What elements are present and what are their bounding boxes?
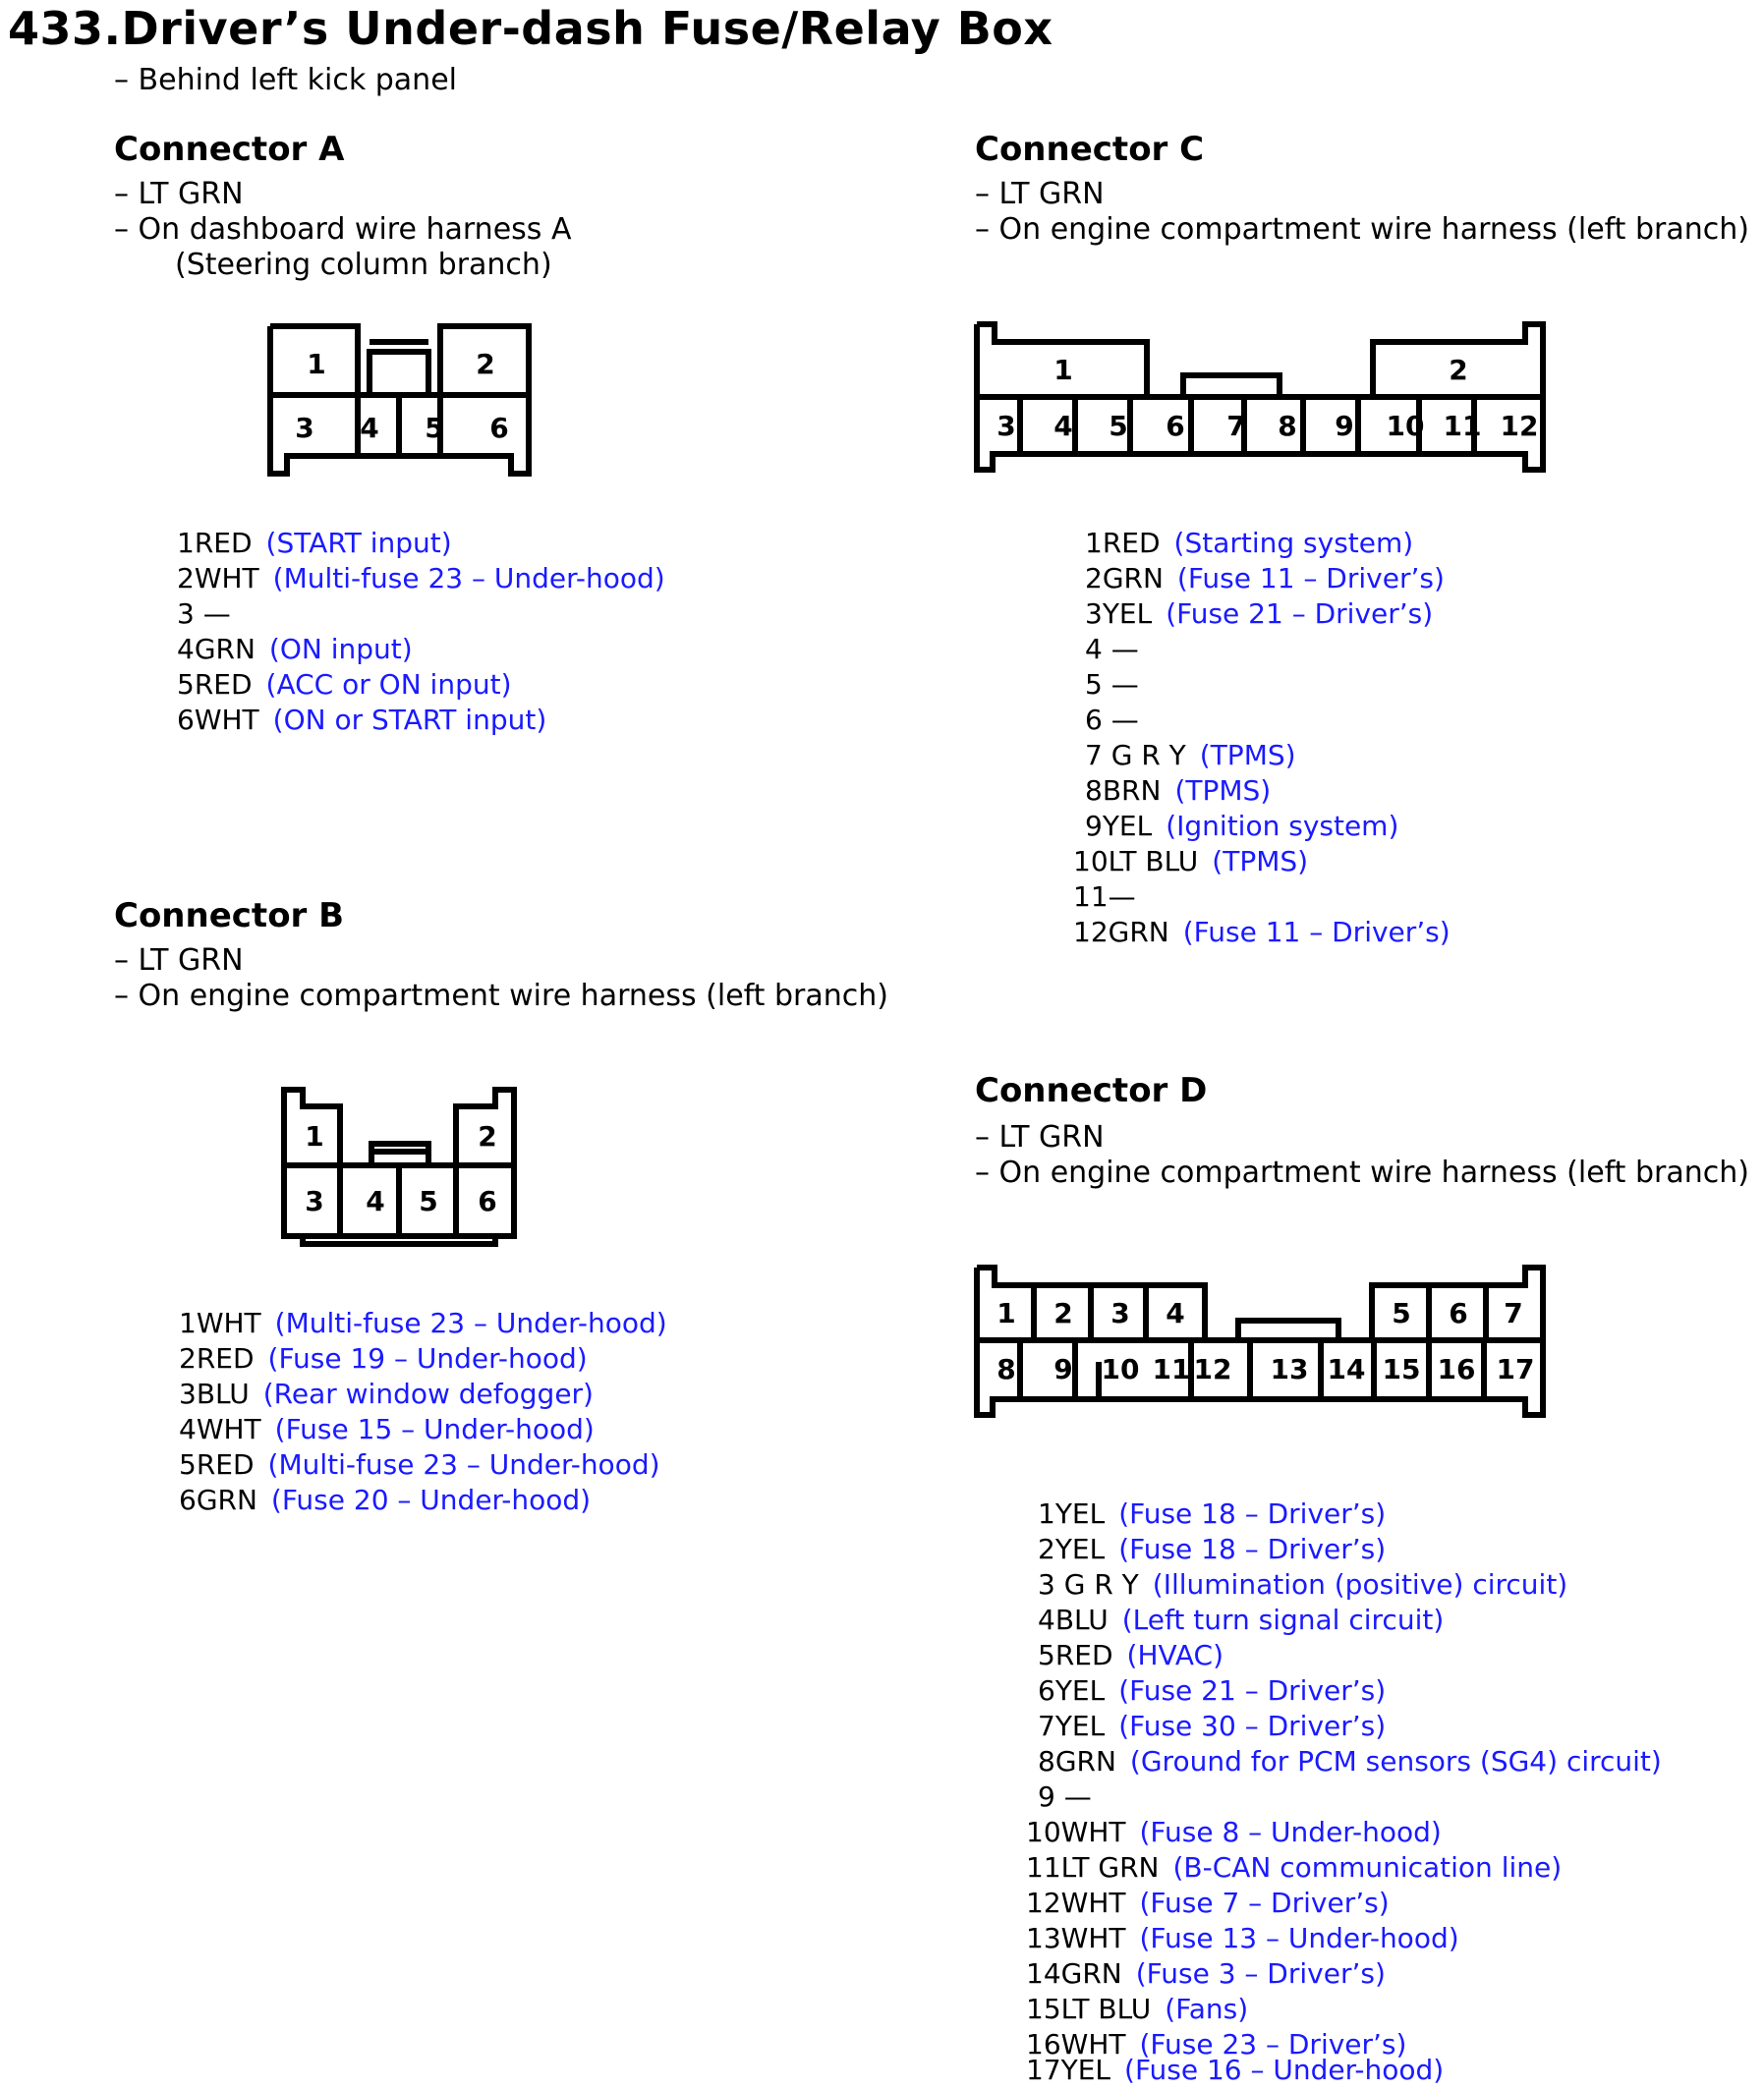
pin-desc: (Fuse 11 – Driver’s) [1176,562,1445,594]
connector-a-harness: – On dashboard wire harness A [114,212,572,247]
pin-desc: (Starting system) [1173,527,1414,559]
pin-desc: (TPMS) [1174,774,1272,807]
cavity-label: 3 [996,410,1016,442]
pin-id: 2WHT [177,562,259,594]
pin-row [1026,2054,1444,2086]
connector-a-diagram [267,322,538,480]
pin-row [1038,1780,1106,1813]
pin-id: 8BRN [1085,774,1162,807]
pin-desc: (ON or START input) [272,704,547,736]
pin-row [177,633,413,665]
cavity-label: 4 [360,412,379,444]
pin-desc: (Fuse 16 – Under-hood) [1124,2054,1445,2086]
pin-desc: (Fuse 19 – Under-hood) [267,1342,588,1375]
pin-id: 17YEL [1026,2054,1111,2086]
pin-row [1085,633,1153,665]
pin-desc: (Left turn signal circuit) [1121,1604,1445,1636]
cavity-label: 5 [425,412,444,444]
pin-row [179,1378,594,1410]
pin-id: 7 G R Y [1085,739,1186,771]
pin-id: 4 — [1085,633,1139,665]
pin-id: 2RED [179,1342,255,1375]
pin-id: 6YEL [1038,1674,1106,1707]
pin-id: 3BLU [179,1378,250,1410]
pin-id: 10WHT [1026,1816,1126,1848]
pin-desc: (Fuse 3 – Driver’s) [1135,1957,1386,1990]
pin-id: 5RED [179,1448,255,1481]
pin-desc: (TPMS) [1199,739,1296,771]
pin-row [1038,1497,1386,1530]
pin-id: 4GRN [177,633,256,665]
cavity-label: 10 [1386,410,1425,442]
pin-id: 4BLU [1038,1604,1109,1636]
cavity-label: 7 [1226,410,1246,442]
pin-id: 5RED [1038,1639,1113,1671]
cavity-label: 12 [1193,1353,1232,1385]
pin-id: 2YEL [1038,1533,1106,1565]
cavity-label: 7 [1504,1297,1523,1329]
cavity-label: 1 [1053,354,1073,386]
pin-id: 12WHT [1026,1887,1126,1919]
pin-id: 15LT BLU [1026,1993,1152,2025]
cavity-label: 9 [1053,1353,1073,1385]
cavity-label: 6 [1449,1297,1468,1329]
pin-row [1026,1851,1562,1884]
cavity-label: 9 [1335,410,1354,442]
pin-id: 14GRN [1026,1957,1122,1990]
cavity-label: 11 [1443,410,1482,442]
connector-d-harness: – On engine compartment wire harness (left branch) [975,1156,1749,1190]
pin-id: 11LT GRN [1026,1851,1160,1884]
pin-desc: (Multi-fuse 23 – Under-hood) [274,1307,667,1339]
cavity-label: 1 [305,1120,324,1153]
pin-row [1026,1993,1248,2025]
connector-a-branch: (Steering column branch) [175,248,552,282]
pin-row [179,1448,660,1481]
pin-row [179,1413,595,1445]
cavity-label: 13 [1270,1353,1309,1385]
connector-c-color: – LT GRN [975,177,1105,211]
cavity-label: 6 [1166,410,1185,442]
cavity-label: 4 [1166,1297,1185,1329]
pin-desc: (Fuse 23 – Driver’s) [1139,2028,1407,2061]
pin-desc: (Rear window defogger) [262,1378,594,1410]
connector-a-color: – LT GRN [114,177,244,211]
pin-id: 3 — [177,597,231,630]
connector-d-diagramm [973,1264,1553,1427]
pin-desc: (Ground for PCM sensors (SG4) circuit) [1129,1745,1662,1778]
pin-id: 1WHT [179,1307,261,1339]
pin-desc: (Fuse 18 – Driver’s) [1118,1497,1387,1530]
cavity-label: 5 [419,1185,438,1217]
connector-b-heading: Connector B [114,896,345,935]
cavity-label: 8 [1278,410,1297,442]
pin-row [1038,1745,1662,1778]
cavity-label: 2 [1053,1297,1073,1329]
pin-desc: (Fuse 21 – Driver’s) [1166,597,1434,630]
pin-desc: (Multi-fuse 23 – Under-hood) [267,1448,660,1481]
cavity-label: 2 [478,1120,497,1153]
pin-row [1038,1710,1386,1742]
pin-row [1085,774,1271,807]
cavity-label: 8 [996,1353,1016,1385]
pin-row [1038,1674,1386,1707]
cavity-label: 17 [1496,1353,1535,1385]
cavity-label: 1 [307,348,326,380]
pin-id: 1YEL [1038,1497,1106,1530]
pin-desc: (TPMS) [1212,845,1309,877]
cavity-label: 3 [295,412,314,444]
cavity-label: 1 [996,1297,1016,1329]
location-note: – Behind left kick panel [114,63,457,97]
pin-desc: (ON input) [268,633,413,665]
pin-row [1026,1922,1459,1954]
pin-row [179,1342,588,1375]
pin-desc: (Multi-fuse 23 – Under-hood) [272,562,665,594]
pin-row [1038,1568,1567,1601]
pin-id: 9YEL [1085,810,1153,842]
pin-id: 8GRN [1038,1745,1116,1778]
pin-row [1085,597,1433,630]
cavity-label: 5 [1109,410,1128,442]
pin-id: 11— [1073,880,1136,913]
connector-c-harness: – On engine compartment wire harness (left branch) [975,212,1749,247]
pin-row [1026,1887,1390,1919]
pin-row [1085,810,1398,842]
pin-id: 3YEL [1085,597,1153,630]
pin-row [1085,739,1296,771]
pin-row [177,562,665,594]
pin-desc: (Fuse 18 – Driver’s) [1118,1533,1387,1565]
pin-desc: (Fuse 13 – Under-hood) [1139,1922,1459,1954]
pin-id: 7YEL [1038,1710,1106,1742]
pin-id: 5RED [177,668,253,701]
pin-row [177,704,546,736]
cavity-label: 14 [1327,1353,1366,1385]
pin-desc: (Fuse 20 – Under-hood) [270,1484,592,1516]
pin-desc: (ACC or ON input) [265,668,512,701]
pin-row [177,597,245,630]
pin-desc: (Ignition system) [1166,810,1399,842]
pin-desc: (B-CAN communication line) [1172,1851,1563,1884]
pin-row [1038,1604,1444,1636]
cavity-label: 10 [1101,1353,1140,1385]
cavity-label: 3 [1110,1297,1130,1329]
pin-row [1085,527,1413,559]
connector-b-color: – LT GRN [114,943,244,978]
connector-c-heading: Connector C [975,130,1205,169]
cavity-label: 3 [305,1185,324,1217]
pin-id: 5 — [1085,668,1139,701]
connector-c-diagram [973,320,1553,481]
pin-row [179,1484,591,1516]
cavity-label: 6 [478,1185,497,1217]
pin-row [1073,916,1451,948]
pin-desc: (Fans) [1165,1993,1249,2025]
pin-id: 1RED [1085,527,1161,559]
pin-id: 4WHT [179,1413,261,1445]
pin-desc: (HVAC) [1126,1639,1224,1671]
cavity-label: 12 [1500,410,1539,442]
pin-id: 13WHT [1026,1922,1126,1954]
pin-desc: (Illumination (positive) circuit) [1152,1568,1568,1601]
pin-id: 6WHT [177,704,259,736]
pin-desc: (Fuse 15 – Under-hood) [274,1413,595,1445]
pin-id: 6GRN [179,1484,257,1516]
cavity-label: 5 [1392,1297,1411,1329]
cavity-label: 16 [1437,1353,1476,1385]
pin-id: 9 — [1038,1780,1092,1813]
pin-desc: (Fuse 11 – Driver’s) [1182,916,1451,948]
cavity-label: 15 [1382,1353,1421,1385]
page-title: 433.Driver’s Under-dash Fuse/Relay Box [8,2,1053,55]
pin-row [1085,668,1153,701]
pin-row [1085,704,1153,736]
pin-id: 2GRN [1085,562,1164,594]
pin-id: 6 — [1085,704,1139,736]
pin-row [1038,1533,1386,1565]
cavity-label: 4 [366,1185,385,1217]
pin-desc: (START input) [265,527,452,559]
pin-desc: (Fuse 30 – Driver’s) [1118,1710,1387,1742]
pin-row [1073,880,1150,913]
pin-id: 3 G R Y [1038,1568,1139,1601]
connector-d-color: – LT GRN [975,1120,1105,1155]
cavity-label: 2 [476,348,495,380]
cavity-label: 2 [1449,354,1468,386]
pin-desc: (Fuse 8 – Under-hood) [1139,1816,1442,1848]
connector-b-harness: – On engine compartment wire harness (left branch) [114,979,888,1013]
pin-row [177,527,452,559]
pin-row [177,668,512,701]
pin-row [179,1307,667,1339]
connector-b-diagram [281,1087,522,1249]
pin-id: 16WHT [1026,2028,1126,2061]
cavity-label: 4 [1053,410,1073,442]
cavity-label: 11 [1152,1353,1191,1385]
connector-d-heading: Connector D [975,1071,1208,1110]
pin-desc: (Fuse 7 – Driver’s) [1139,1887,1390,1919]
connector-a-heading: Connector A [114,130,345,169]
pin-row [1085,562,1445,594]
cavity-label: 6 [489,412,509,444]
pin-id: 12GRN [1073,916,1169,948]
pin-row [1026,1957,1386,1990]
pin-desc: (Fuse 21 – Driver’s) [1118,1674,1387,1707]
pin-id: 1RED [177,527,253,559]
pin-row [1026,1816,1442,1848]
pin-row [1073,845,1308,877]
pin-id: 10LT BLU [1073,845,1199,877]
pin-row [1038,1639,1223,1671]
